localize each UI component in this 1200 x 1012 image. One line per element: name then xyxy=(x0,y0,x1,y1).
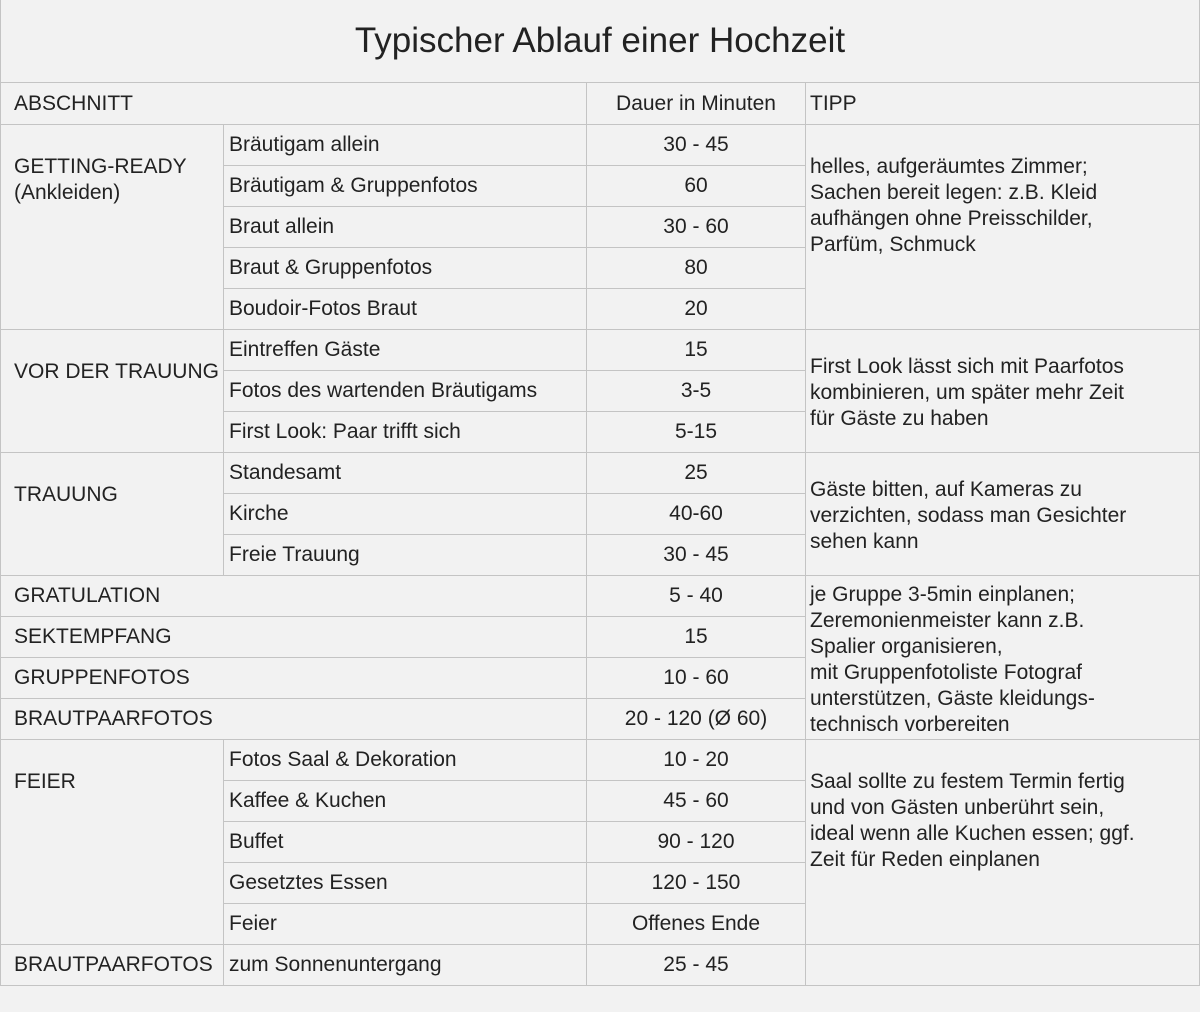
duration-cell: 10 - 20 xyxy=(587,740,806,781)
duration-cell: 120 - 150 xyxy=(587,863,806,904)
table-row xyxy=(1,125,1200,166)
duration-cell: 30 - 45 xyxy=(587,535,806,576)
item-cell: Bräutigam allein xyxy=(224,125,587,166)
section-name-line: (Ankleiden) xyxy=(14,181,121,204)
item-cell: Gesetztes Essen xyxy=(224,863,587,904)
item-cell: Eintreffen Gäste xyxy=(224,330,587,371)
duration-cell: 30 - 60 xyxy=(587,207,806,248)
item-cell: Braut & Gruppenfotos xyxy=(224,248,587,289)
duration-cell: 20 xyxy=(587,289,806,330)
tip-line: Parfüm, Schmuck xyxy=(810,233,976,256)
tip-line: First Look lässt sich mit Paarfotos xyxy=(810,355,1124,378)
duration-cell: 15 xyxy=(587,617,806,658)
tip-line: Saal sollte zu festem Termin fertig xyxy=(810,770,1125,793)
tip-line: technisch vorbereiten xyxy=(810,713,1010,736)
section-name: GRUPPENFOTOS xyxy=(1,658,587,699)
duration-cell: 3-5 xyxy=(587,371,806,412)
tip-line: für Gäste zu haben xyxy=(810,407,989,430)
tip-line: je Gruppe 3-5min einplanen; xyxy=(810,583,1076,606)
duration-cell: 10 - 60 xyxy=(587,658,806,699)
duration-cell: 25 - 45 xyxy=(587,945,806,986)
tip-cell xyxy=(806,576,1200,740)
item-cell: First Look: Paar trifft sich xyxy=(224,412,587,453)
section-name: TRAUUNG xyxy=(1,453,224,576)
table-row xyxy=(1,330,1200,371)
tip-line: kombinieren, um später mehr Zeit xyxy=(810,381,1124,404)
item-cell: Kirche xyxy=(224,494,587,535)
section-name-line: GETTING-READY xyxy=(14,155,187,178)
duration-cell: 80 xyxy=(587,248,806,289)
tip-line: Zeit für Reden einplanen xyxy=(810,848,1040,871)
tip-line: ideal wenn alle Kuchen essen; ggf. xyxy=(810,822,1135,845)
header-section: ABSCHNITT xyxy=(1,83,587,125)
table-row xyxy=(1,453,1200,494)
duration-cell: 20 - 120 (Ø 60) xyxy=(587,699,806,740)
header-row xyxy=(1,83,1200,125)
duration-cell: 40-60 xyxy=(587,494,806,535)
tip-cell xyxy=(806,330,1200,453)
section-name xyxy=(1,125,224,330)
section-name: GRATULATION xyxy=(1,576,587,617)
section-name: VOR DER TRAUUNG xyxy=(1,330,224,453)
item-cell: Feier xyxy=(224,904,587,945)
section-name: BRAUTPAARFOTOS xyxy=(1,945,224,986)
tip-line: unterstützen, Gäste kleidungs- xyxy=(810,687,1095,710)
tip-cell-empty xyxy=(806,945,1200,986)
duration-cell: 90 - 120 xyxy=(587,822,806,863)
tip-line: sehen kann xyxy=(810,530,919,553)
item-cell: Braut allein xyxy=(224,207,587,248)
item-cell: Kaffee & Kuchen xyxy=(224,781,587,822)
tip-line: Zeremonienmeister kann z.B. xyxy=(810,609,1085,632)
item-cell: Buffet xyxy=(224,822,587,863)
section-name: BRAUTPAARFOTOS xyxy=(1,699,587,740)
tip-cell xyxy=(806,125,1200,330)
item-cell: Boudoir-Fotos Braut xyxy=(224,289,587,330)
tip-line: verzichten, sodass man Gesichter xyxy=(810,504,1127,527)
duration-cell: 25 xyxy=(587,453,806,494)
item-cell: zum Sonnenuntergang xyxy=(224,945,587,986)
item-cell: Standesamt xyxy=(224,453,587,494)
tip-line: mit Gruppenfotoliste Fotograf xyxy=(810,661,1082,684)
duration-cell: 60 xyxy=(587,166,806,207)
table-row xyxy=(1,576,1200,617)
duration-cell: 5-15 xyxy=(587,412,806,453)
tip-cell xyxy=(806,453,1200,576)
tip-cell xyxy=(806,740,1200,945)
section-name: SEKTEMPFANG xyxy=(1,617,587,658)
page-title: Typischer Ablauf einer Hochzeit xyxy=(1,0,1200,83)
duration-cell: 5 - 40 xyxy=(587,576,806,617)
table-row xyxy=(1,740,1200,781)
tip-line: Sachen bereit legen: z.B. Kleid xyxy=(810,181,1098,204)
duration-cell: 45 - 60 xyxy=(587,781,806,822)
tip-line: Spalier organisieren, xyxy=(810,635,1003,658)
item-cell: Freie Trauung xyxy=(224,535,587,576)
duration-cell: 30 - 45 xyxy=(587,125,806,166)
duration-cell: 15 xyxy=(587,330,806,371)
tip-line: und von Gästen unberührt sein, xyxy=(810,796,1105,819)
header-duration: Dauer in Minuten xyxy=(587,83,806,125)
header-tip: TIPP xyxy=(806,83,1200,125)
duration-cell: Offenes Ende xyxy=(587,904,806,945)
item-cell: Bräutigam & Gruppenfotos xyxy=(224,166,587,207)
section-name: FEIER xyxy=(1,740,224,945)
table-row xyxy=(1,945,1200,986)
tip-line: Gäste bitten, auf Kameras zu xyxy=(810,478,1082,501)
item-cell: Fotos des wartenden Bräutigams xyxy=(224,371,587,412)
item-cell: Fotos Saal & Dekoration xyxy=(224,740,587,781)
tip-line: aufhängen ohne Preisschilder, xyxy=(810,207,1093,230)
tip-line: helles, aufgeräumtes Zimmer; xyxy=(810,155,1088,178)
